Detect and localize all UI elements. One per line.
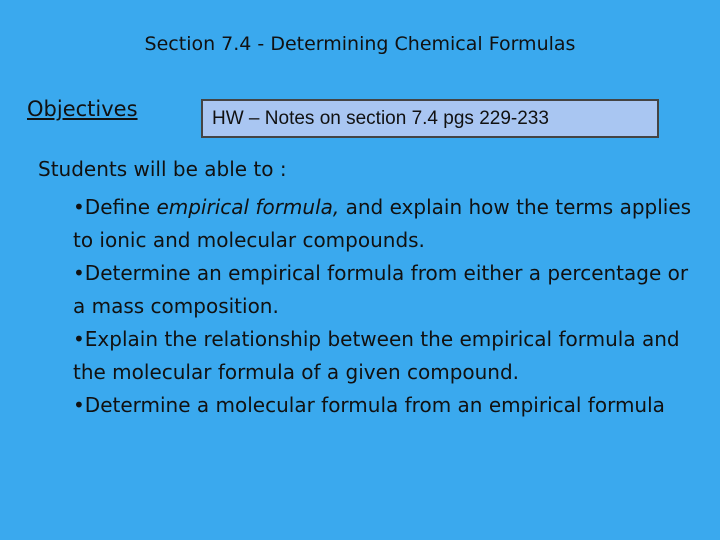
bullet: • <box>73 393 85 417</box>
intro-text: Students will be able to : <box>38 157 287 181</box>
list-item <box>73 191 698 257</box>
list-item <box>73 323 698 389</box>
homework-box <box>201 99 659 138</box>
slide-title: Section 7.4 - Determining Chemical Formulas <box>144 33 576 55</box>
list-item-text: Define <box>84 195 157 219</box>
list-item-text: Determine a molecular formula from an empirical formula <box>84 393 665 417</box>
bullet: • <box>73 327 85 351</box>
objectives-list <box>73 191 698 422</box>
bullet: • <box>73 261 85 285</box>
list-item-text: Explain the relationship between the empirical formula and the molecular formula of a given compound. <box>73 327 680 384</box>
bullet: • <box>73 195 85 219</box>
list-item-text-rest: and explain how the terms applies to ionic and molecular compounds. <box>73 195 692 252</box>
list-item <box>73 389 698 422</box>
list-item <box>73 257 698 323</box>
list-item-text: Determine an empirical formula from either a percentage or a mass composition. <box>73 261 689 318</box>
objectives-heading: Objectives <box>27 97 138 121</box>
list-item-emphasis: empirical formula, <box>156 195 340 219</box>
homework-text: HW – Notes on section 7.4 pgs 229-233 <box>212 107 549 129</box>
